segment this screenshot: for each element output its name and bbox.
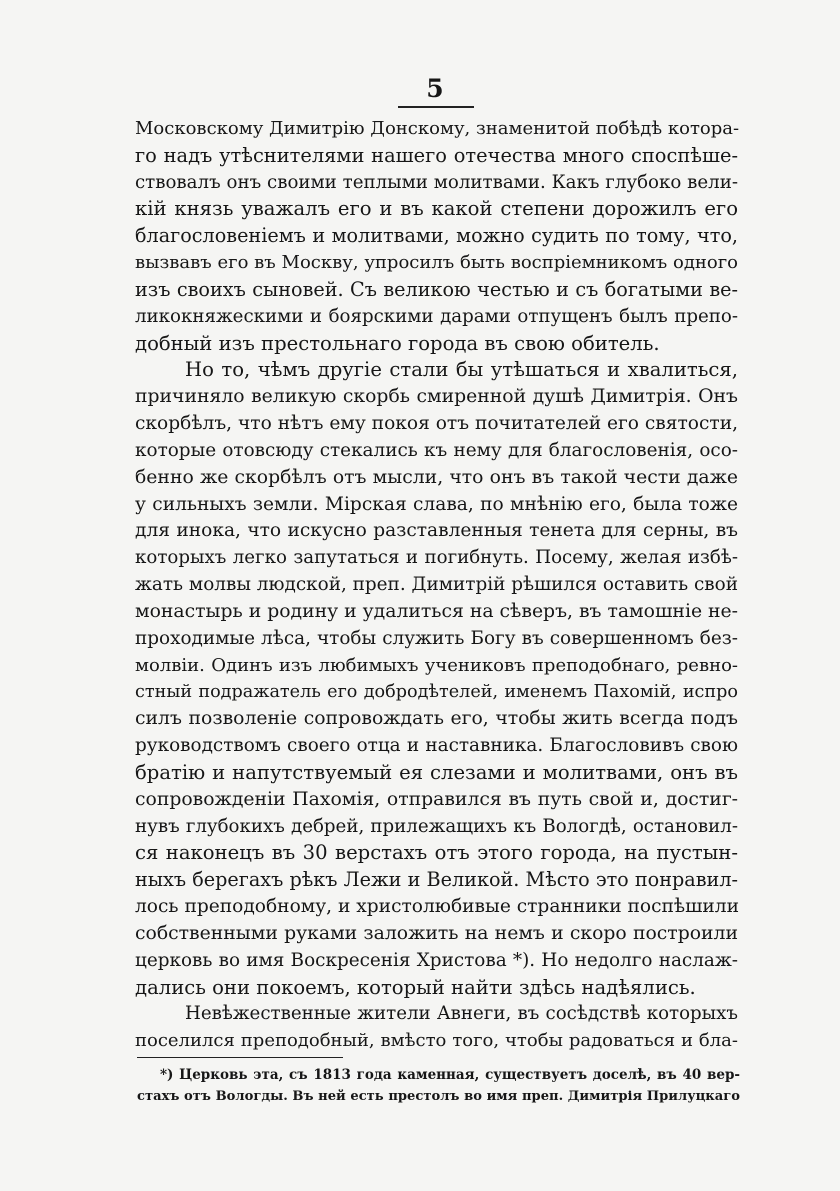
text-line: силъ позволеніе сопровождать его, чтобы жить всегда подъ: [135, 708, 738, 730]
text-line: у сильныхъ земли. Мірская слава, по мнѣнію его, была тоже: [135, 493, 738, 515]
paragraph-start: Невѣжественные жители Авнеги, въ сосѣдствѣ которыхъ: [185, 1003, 738, 1025]
text-line: добный изъ престольнаго города въ свою обитель.: [135, 331, 660, 355]
footnote-line: стахъ отъ Вологды. Въ ней есть престолъ во имя преп. Димитрія Прилуцкаго: [137, 1089, 740, 1104]
text-line: ствовалъ онъ своими теплыми молитвами. Какъ глубоко вели-: [135, 171, 738, 193]
text-line: бенно же скорбѣлъ отъ мысли, что онъ въ такой чести даже: [135, 466, 738, 488]
text-line: лось преподобному, и христолюбивые странники поспѣшили: [135, 896, 740, 918]
text-line: проходимые лѣса, чтобы служить Богу въ совершенномъ без-: [135, 627, 738, 649]
text-line: дались они покоемъ, который найти здѣсь надѣялись.: [135, 975, 696, 999]
text-line: стный подражатель его добродѣтелей, именемъ Пахомій, испро: [135, 682, 738, 703]
text-line: нувъ глубокихъ дебрей, прилежащихъ къ Вологдѣ, остановил-: [135, 815, 738, 837]
text-line: го надъ утѣснителями нашего отечества много споспѣше-: [135, 143, 738, 167]
text-line: которыхъ легко запутаться и погибнуть. Посему, желая избѣ-: [135, 547, 738, 569]
text-line: изъ своихъ сыновей. Съ великою честью и съ богатыми ве-: [135, 277, 738, 301]
paragraph-start: Но то, чѣмъ другіе стали бы утѣшаться и хвалиться,: [185, 358, 738, 382]
text-line: руководствомъ своего отца и наставника. Благословивъ свою: [135, 735, 738, 757]
text-line: поселился преподобный, вмѣсто того, чтобы радоваться и бла-: [135, 1030, 738, 1052]
text-line: собственными руками заложить на немъ и скоро построили: [135, 922, 738, 944]
text-line: братію и напутствуемый ея слезами и молитвами, онъ въ: [135, 760, 738, 784]
text-line: молвіи. Одинъ изъ любимыхъ учениковъ преподобнаго, ревно-: [135, 654, 738, 676]
text-line: церковь во имя Воскресенія Христова *). Но недолго наслаж-: [135, 949, 738, 971]
text-line: монастырь и родину и удалиться на сѣверъ, въ тамошніе не-: [135, 600, 739, 622]
text-line: благословеніемъ и молитвами, можно судить по тому, что,: [135, 224, 738, 248]
body-text: [135, 116, 738, 1055]
text-line: для инока, что искусно разставленныя тенета для серны, въ: [135, 520, 738, 542]
text-line: причиняло великую скорбь смиренной душѣ Димитрія. Онъ: [135, 386, 738, 408]
text-line: скорбѣлъ, что нѣтъ ему покоя отъ почитателей его святости,: [135, 413, 738, 435]
text-line: Московскому Димитрію Донскому, знаменитой побѣдѣ котора-: [135, 118, 740, 139]
page-number: 5: [426, 74, 444, 103]
text-line: ныхъ берегахъ рѣкъ Лежи и Великой. Мѣсто это понравил-: [135, 868, 738, 892]
text-line: жать молвы людской, преп. Димитрій рѣшился оставить свой: [135, 574, 738, 596]
footnote: [137, 1065, 740, 1107]
header-rule: [398, 106, 474, 108]
text-line: кій князь уважалъ его и въ какой степени дорожилъ его: [135, 197, 738, 221]
footnote-line: *) Церковь эта, съ 1813 года каменная, существуетъ доселѣ, въ 40 вер-: [160, 1067, 740, 1083]
text-line: ся наконецъ въ 30 верстахъ отъ этого города, на пустын-: [135, 841, 738, 865]
text-line: ликокняжескими и боярскими дарами отпущенъ былъ препо-: [135, 305, 738, 327]
text-line: вызвавъ его въ Москву, упросилъ быть воспріемникомъ одного: [135, 252, 738, 274]
footnote-rule: [137, 1057, 343, 1058]
text-line: сопровожденіи Пахомія, отправился въ путь свой и, достиг-: [135, 788, 738, 810]
text-line: которые отовсюду стекались къ нему для благословенія, осо-: [135, 439, 738, 461]
